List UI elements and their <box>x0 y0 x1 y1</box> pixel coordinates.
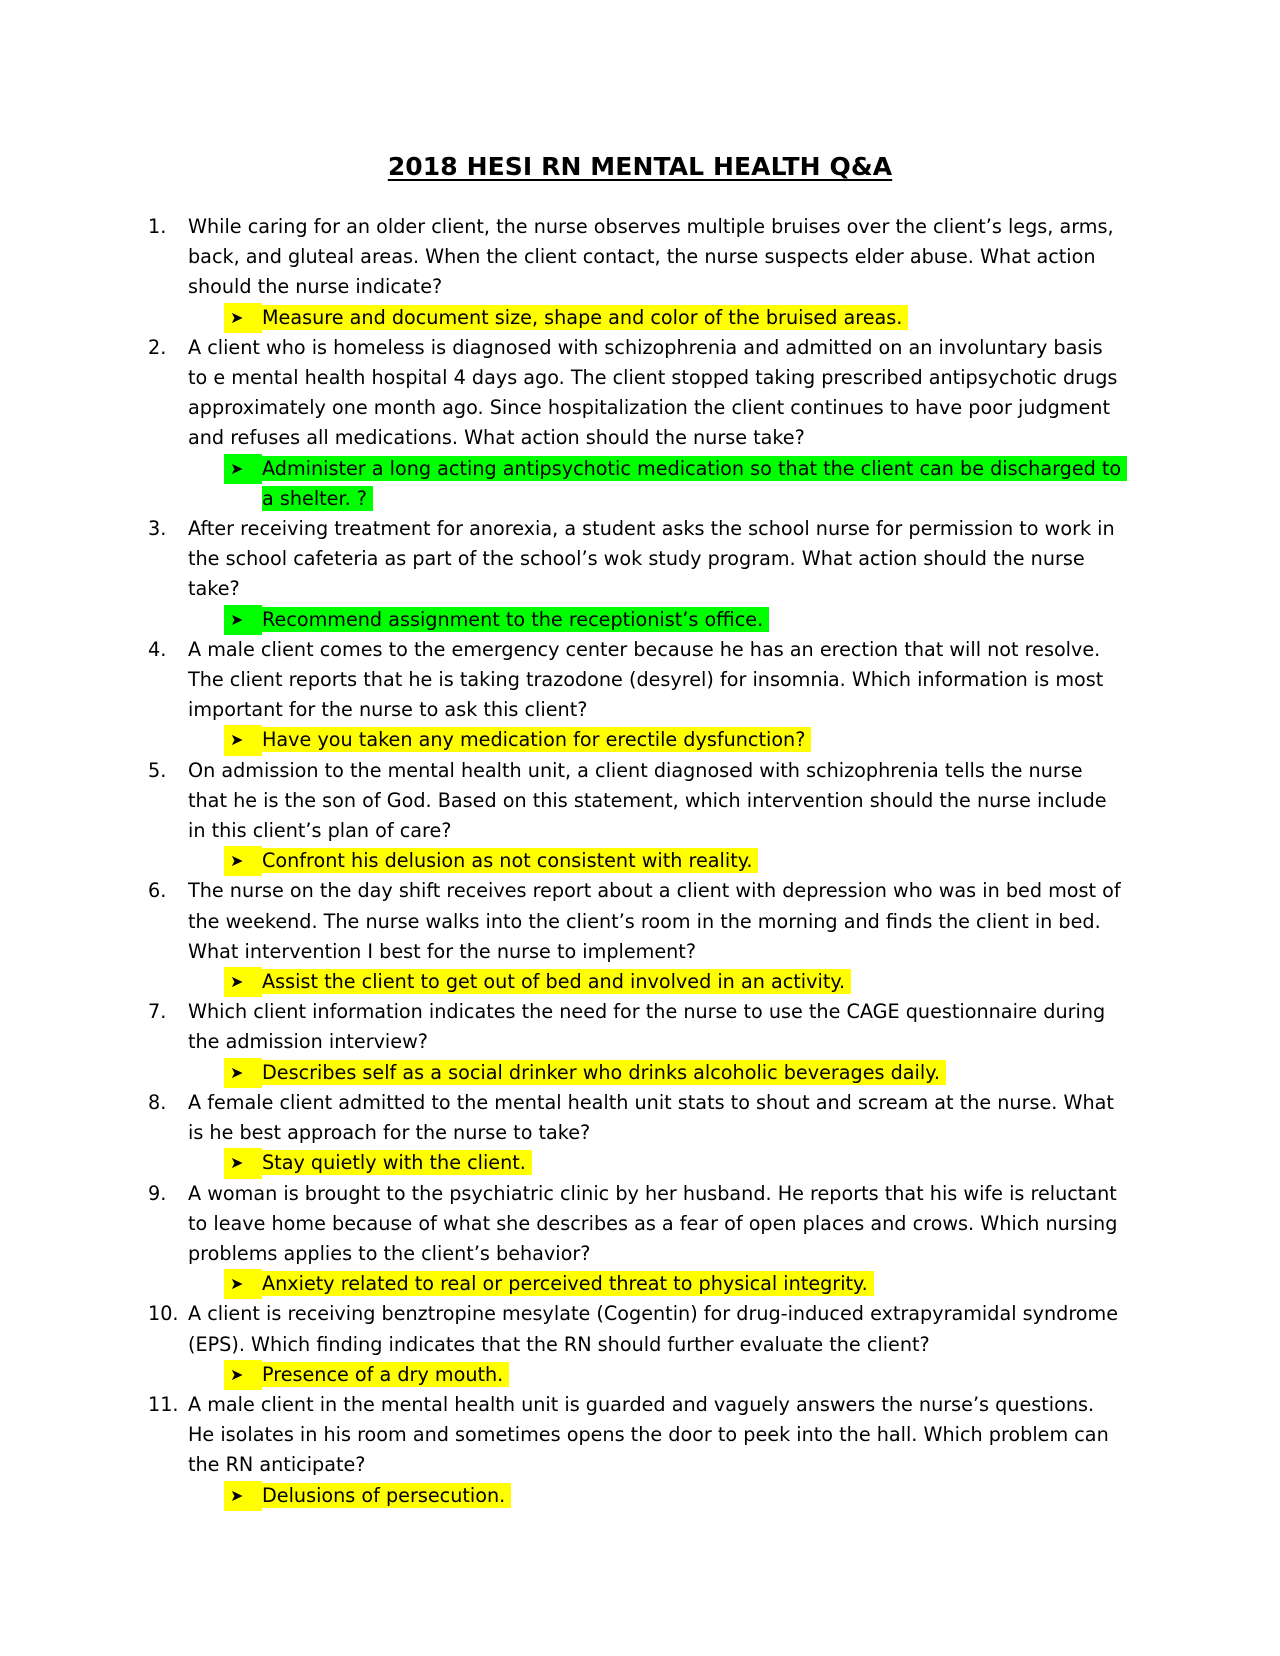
answer <box>230 454 1122 514</box>
question-text: After receiving treatment for anorexia, a student asks the school nurse for permission to work in the school cafeteria as part of the school’s wok study program. What action should the nurse take? <box>188 517 1115 601</box>
answer <box>230 967 1122 997</box>
question-text: A client is receiving benztropine mesylate (Cogentin) for drug-induced extrapyramidal syndrome (EPS). Which finding indicates that the RN should further evaluate the client? <box>188 1302 1119 1356</box>
question-number: 3. <box>148 517 167 541</box>
arrow-bullet-icon: ➤ <box>224 1148 262 1178</box>
arrow-bullet-icon: ➤ <box>224 725 262 755</box>
list-item <box>0 212 1280 333</box>
question-text: Which client information indicates the need for the nurse to use the CAGE questionnaire during the admission interview? <box>188 1000 1106 1054</box>
answer-text: Recommend assignment to the receptionist’s office. <box>262 607 769 632</box>
question-number: 11. <box>148 1392 179 1416</box>
list-item <box>0 876 1280 997</box>
question-number: 2. <box>148 335 167 359</box>
question-text: A male client in the mental health unit is guarded and vaguely answers the nurse’s questions. He isolates in his room and sometimes opens the door to peek into the hall. Which problem can the RN anticipate? <box>188 1392 1109 1477</box>
answer-text: Stay quietly with the client. <box>262 1150 532 1175</box>
question-number: 1. <box>148 215 167 238</box>
arrow-bullet-icon: ➤ <box>224 454 262 484</box>
answer-text: Measure and document size, shape and color of the bruised areas. <box>262 305 908 330</box>
question-number: 8. <box>148 1090 167 1114</box>
answer-text: Administer a long acting antipsychotic medication so that the client can be discharged to a shelter. ? <box>262 456 1127 511</box>
question-text: A woman is brought to the psychiatric clinic by her husband. He reports that his wife is reluctant to leave home because of what she describes as a fear of open places and crows. Which nursing problems applies to the client’s behavior? <box>188 1181 1118 1265</box>
question-number: 6. <box>148 879 167 903</box>
question-number: 10. <box>148 1302 179 1326</box>
answer-text: Confront his delusion as not consistent with reality. <box>262 848 758 873</box>
list-item <box>0 997 1280 1088</box>
answer-text: Have you taken any medication for erectile dysfunction? <box>262 727 811 752</box>
question-text: While caring for an older client, the nurse observes multiple bruises over the client’s legs, arms, back, and gluteal areas. When the client contact, the nurse suspects elder abuse. What action should the nurse indicate? <box>188 215 1114 299</box>
arrow-bullet-icon: ➤ <box>224 967 262 997</box>
arrow-bullet-icon: ➤ <box>224 1058 262 1088</box>
question-text: A male client comes to the emergency center because he has an erection that will not resolve. The client reports that he is taking trazodone (desyrel) for insomnia. Which information is most important for the nurse to ask this client? <box>188 637 1104 722</box>
question-number: 9. <box>148 1181 167 1205</box>
list-item <box>0 756 1280 877</box>
question-number: 5. <box>148 758 167 782</box>
question-number: 7. <box>148 1000 167 1024</box>
answer <box>230 846 1122 876</box>
question-text: A female client admitted to the mental health unit stats to shout and scream at the nurse. What is he best approach for the nurse to take? <box>188 1090 1114 1145</box>
arrow-bullet-icon: ➤ <box>224 1360 262 1390</box>
list-item <box>0 514 1280 635</box>
page-title: 2018 HESI RN MENTAL HEALTH Q&A <box>387 152 893 181</box>
answer <box>230 1360 1122 1390</box>
question-text: A client who is homeless is diagnosed with schizophrenia and admitted on an involuntary basis to e mental health hospital 4 days ago. The client stopped taking prescribed antipsychotic drugs approximately one month ago. Since hospitalization the client continues to have poor judgment and refuses all medications. What action should the nurse take? <box>188 335 1118 450</box>
list-item <box>0 1299 1280 1390</box>
question-number: 4. <box>148 637 167 661</box>
list-item <box>0 1390 1280 1511</box>
arrow-bullet-icon: ➤ <box>224 846 262 876</box>
arrow-bullet-icon: ➤ <box>224 1481 262 1511</box>
arrow-bullet-icon: ➤ <box>224 1269 262 1299</box>
answer <box>230 303 1122 333</box>
list-item <box>0 1179 1280 1300</box>
arrow-bullet-icon: ➤ <box>224 303 262 333</box>
answer-text: Anxiety related to real or perceived threat to physical integrity. <box>262 1271 874 1296</box>
answer <box>230 1481 1122 1511</box>
answer-text: Describes self as a social drinker who drinks alcoholic beverages daily. <box>262 1060 946 1085</box>
answer-text: Assist the client to get out of bed and involved in an activity. <box>262 969 851 994</box>
answer <box>230 1269 1122 1299</box>
question-text: The nurse on the day shift receives report about a client with depression who was in bed most of the weekend. The nurse walks into the client’s room in the morning and finds the client in bed. What intervention I best for the nurse to implement? <box>188 879 1121 963</box>
list-item <box>0 1088 1280 1179</box>
arrow-bullet-icon: ➤ <box>224 605 262 635</box>
answer <box>230 605 1122 635</box>
list-item <box>0 333 1280 514</box>
question-text: On admission to the mental health unit, a client diagnosed with schizophrenia tells the nurse that he is the son of God. Based on this statement, which intervention should the nurse include in this client’s plan of care? <box>188 758 1107 843</box>
answer <box>230 1148 1122 1178</box>
list-item <box>0 635 1280 756</box>
answer-text: Presence of a dry mouth. <box>262 1362 509 1387</box>
answer <box>230 725 1122 755</box>
answer-text: Delusions of persecution. <box>262 1483 511 1508</box>
question-list <box>0 212 1280 1511</box>
answer <box>230 1058 1122 1088</box>
